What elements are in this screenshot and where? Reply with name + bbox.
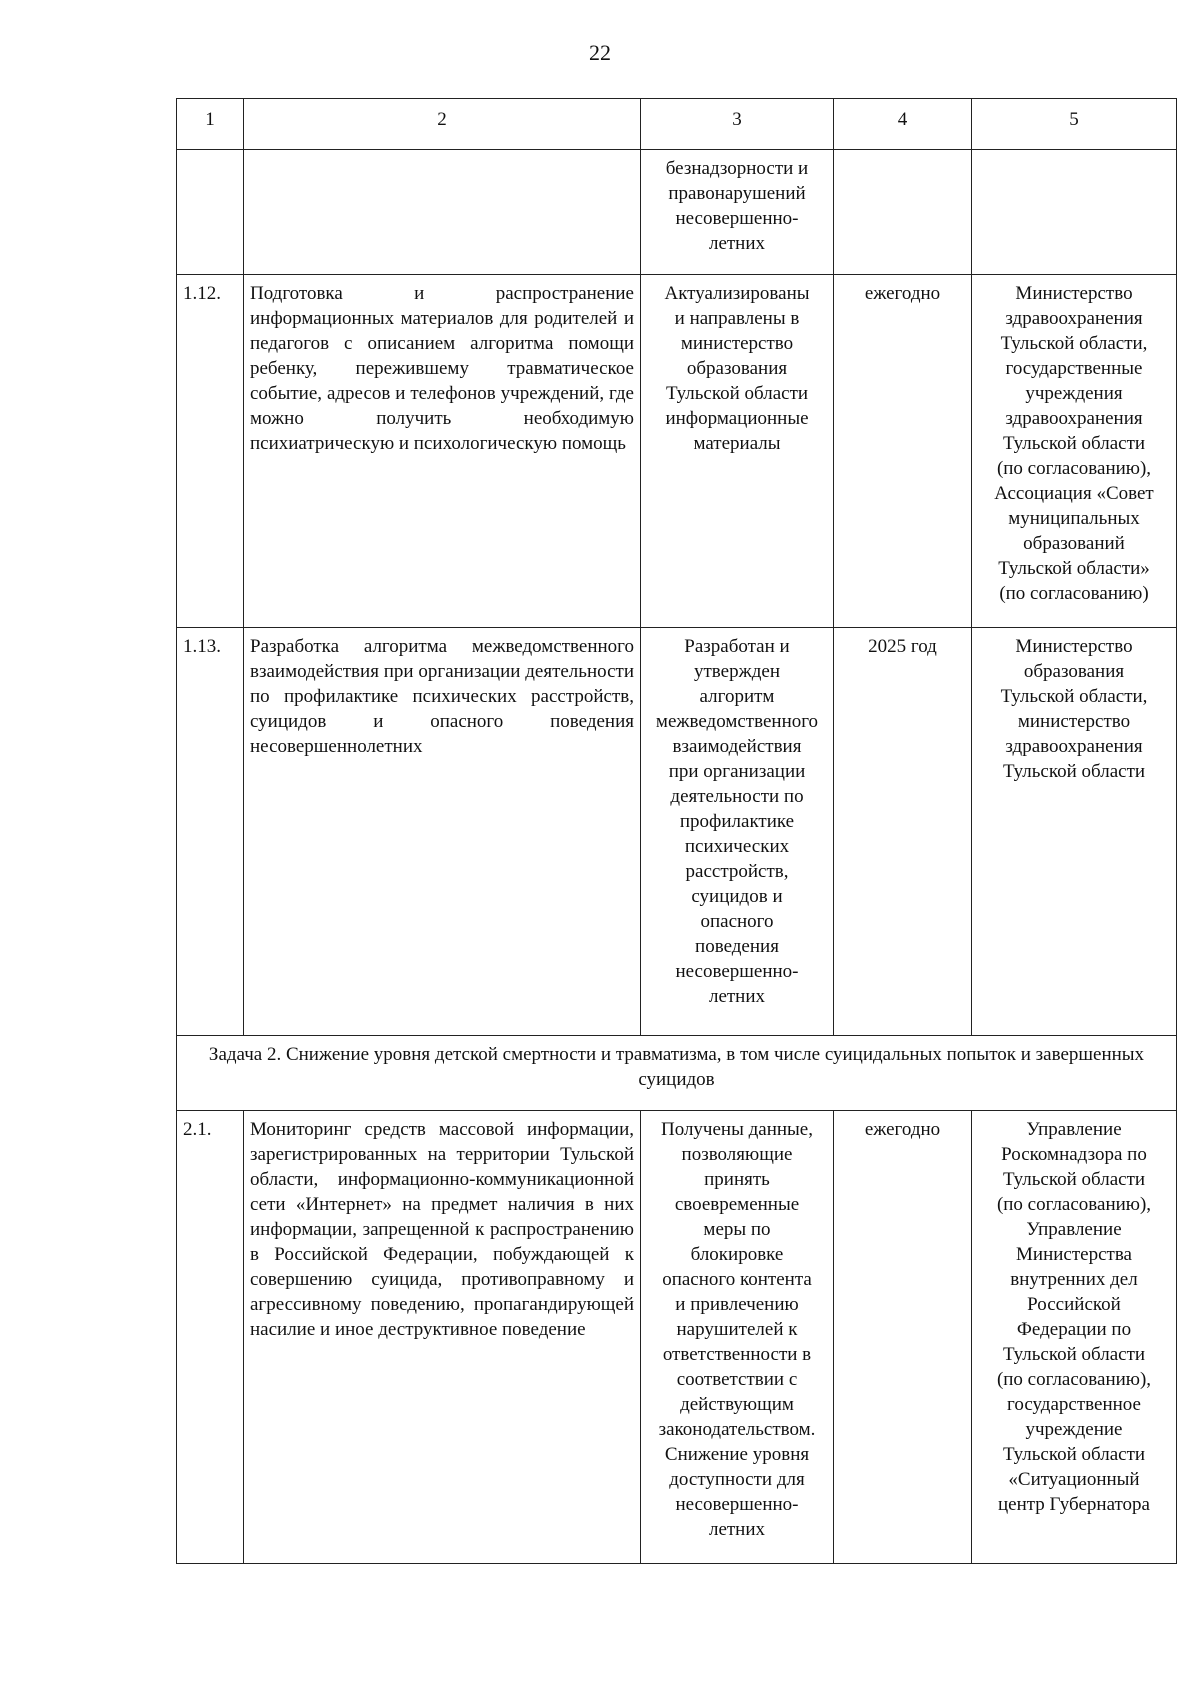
table-row-1-13 [177,628,1177,1036]
result-cell: безнадзорности и правонарушений несовершенно- летних [641,150,834,275]
responsible-cell: Управление Роскомнадзора по Тульской области (по согласованию), Управление Министерства внутренних дел Российской Федерации по Тульской области (по согласованию), государственное учреждение Тульской области «Ситуационный центр Губернатора [972,1111,1177,1564]
term-cell: 2025 год [834,628,972,1036]
result-cell: Получены данные, позволяющие принять своевременные меры по блокировке опасного контента и привлечению нарушителей к ответственности в соответствии с действующим законодательством. Снижение уровня доступности для несовершенно- летних [641,1111,834,1564]
header-cell-2: 2 [244,99,641,150]
row-number-cell [177,150,244,275]
row-number-cell: 2.1. [177,1111,244,1564]
plan-table [176,98,1177,1564]
header-cell-5: 5 [972,99,1177,150]
responsible-cell [972,150,1177,275]
row-number-cell: 1.12. [177,275,244,628]
activity-cell: Подготовка и распространение информационных материалов для родителей и педагогов с описанием алгоритма помощи ребенку, пережившему травматическое событие, адресов и телефонов учреждений, где можно получить необходимую психиатрическую и психологическую помощь [244,275,641,628]
table-row-2-1 [177,1111,1177,1564]
header-cell-3: 3 [641,99,834,150]
activity-cell: Разработка алгоритма межведомственного взаимодействия при организации деятельности по профилактике психических расстройств, суицидов и опасного поведения несовершеннолетних [244,628,641,1036]
task-title: Задача 2. Снижение уровня детской смертности и травматизма, в том числе суицидальных попыток и завершенных суицидов [177,1036,1177,1111]
table-header-row [177,99,1177,150]
activity-cell [244,150,641,275]
result-cell: Разработан и утвержден алгоритм межведомственного взаимодействия при организации деятельности по профилактике психических расстройств, суицидов и опасного поведения несовершенно- летних [641,628,834,1036]
responsible-cell: Министерство здравоохранения Тульской области, государственные учреждения здравоохранения Тульской области (по согласованию), Ассоциация «Совет муниципальных образований Тульской области» (по согласованию) [972,275,1177,628]
header-cell-4: 4 [834,99,972,150]
term-cell [834,150,972,275]
result-cell: Актуализированы и направлены в министерство образования Тульской области информационные материалы [641,275,834,628]
page-number: 22 [589,40,611,65]
row-number-cell: 1.13. [177,628,244,1036]
task-row [177,1036,1177,1111]
term-cell: ежегодно [834,275,972,628]
activity-cell: Мониторинг средств массовой информации, зарегистрированных на территории Тульской области, информационно-коммуникационной сети «Интернет» на предмет наличия в них информации, запрещенной к распространению в Российской Федерации, побуждающей к совершению суицида, противоправному и агрессивному поведению, пропагандирующей насилие и иное деструктивное поведение [244,1111,641,1564]
term-cell: ежегодно [834,1111,972,1564]
responsible-cell: Министерство образования Тульской области, министерство здравоохранения Тульской области [972,628,1177,1036]
table-row-1-12 [177,275,1177,628]
header-cell-1: 1 [177,99,244,150]
table-row-continued [177,150,1177,275]
